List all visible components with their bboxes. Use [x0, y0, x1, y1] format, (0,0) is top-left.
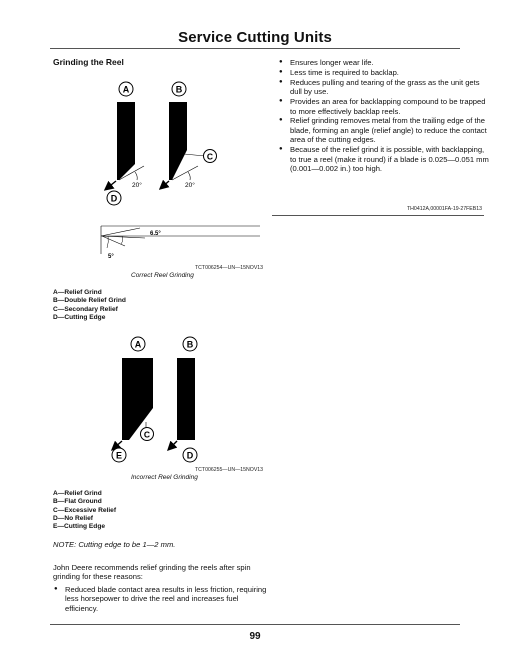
figure1-caption: Correct Reel Grinding	[131, 272, 194, 279]
label-e: E	[115, 450, 123, 461]
angle-left: 20°	[132, 182, 142, 189]
label-a: A	[122, 84, 130, 95]
legend-item: A—Relief Grind	[53, 490, 102, 497]
cutting-edge-arrow-right	[169, 441, 177, 449]
page-title: Service Cutting Units	[178, 29, 332, 46]
label-b: B	[175, 84, 183, 95]
footer-rule	[50, 624, 460, 625]
note: NOTE: Cutting edge to be 1—2 mm.	[53, 540, 176, 549]
list-item: ● Reduced blade contact area results in less friction, requiring less horsepower to drive the reel and increases fuel efficiency.	[53, 585, 268, 613]
label-a-marker	[131, 337, 145, 351]
blade-flat-ground	[177, 358, 195, 440]
label-b-marker	[183, 337, 197, 351]
list-item: ● Ensures longer wear life.	[278, 58, 492, 67]
section-heading: Grinding the Reel	[53, 57, 124, 67]
list-item: ● Provides an area for backlapping compound to be trapped to more effectively backlap reels.	[278, 97, 492, 116]
legend-item: D—Cutting Edge	[53, 313, 106, 321]
label-d: D	[186, 450, 194, 461]
label-c-marker	[141, 428, 154, 441]
list-item: ● Relief grinding removes metal from the trailing edge of the blade, forming an angle (relief angle) to reduce the contact area of the cutting edges.	[278, 116, 492, 144]
figure2-caption: Incorrect Reel Grinding	[131, 474, 198, 481]
cutting-edge-arrow-left	[106, 181, 116, 189]
blade-double-relief-grind	[169, 102, 187, 180]
page-number: 99	[249, 631, 261, 642]
correct-grinding-figure	[80, 72, 240, 212]
left-bullet-list	[53, 585, 268, 614]
legend-item: B—Double Relief Grind	[53, 297, 126, 305]
list-item: ● Reduces pulling and tearing of the grass as the unit gets dull by use.	[278, 78, 492, 97]
cutting-edge-arrow-right	[161, 181, 169, 188]
figure1-legend	[53, 289, 126, 322]
figure2-legend	[53, 490, 116, 531]
label-e-marker	[112, 448, 126, 462]
relief-angle-detail	[100, 214, 265, 264]
list-item: ● Less time is required to backlap.	[278, 68, 492, 77]
label-c: C	[143, 429, 151, 440]
legend-item: C—Secondary Relief	[53, 305, 118, 313]
right-bullet-list	[278, 58, 492, 174]
blade-relief-grind	[117, 102, 135, 180]
title-rule	[50, 48, 460, 49]
angle-right: 20°	[185, 182, 195, 189]
label-d: D	[110, 193, 118, 204]
label-d-marker	[183, 448, 197, 462]
legend-item: D—No Relief	[53, 514, 93, 522]
incorrect-grinding-figure	[90, 334, 230, 466]
legend-item: B—Flat Ground	[53, 498, 102, 506]
detail-angle-bottom: 5°	[108, 254, 114, 260]
detail-angle-top: 6.5°	[150, 231, 161, 237]
legend-item: C—Excessive Relief	[53, 506, 117, 514]
label-a: A	[134, 339, 142, 350]
recommendation-paragraph: John Deere recommends relief grinding the reels after spin grinding for these reasons:	[53, 563, 251, 582]
right-column-rule	[272, 215, 484, 216]
figure2-id: TCT006255—UN—15NOV13	[195, 467, 264, 473]
label-c: C	[206, 151, 214, 162]
label-a-marker	[119, 82, 133, 96]
label-b-marker	[172, 82, 186, 96]
label-c-marker	[204, 150, 217, 163]
label-d-marker	[107, 191, 121, 205]
list-item: ● Because of the relief grind it is possible, with backlapping, to true a reel (make it round) if a blade is 0.025—0.051 mm (0.001—0.002 in.) too high.	[278, 145, 492, 173]
reference-code: TH0412A,00001FA-19-27FEB13	[407, 206, 482, 212]
label-b: B	[186, 339, 194, 350]
legend-item: A—Relief Grind	[53, 289, 102, 296]
figure1-id: TCT006254—UN—15NOV13	[195, 265, 264, 271]
legend-item: E—Cutting Edge	[53, 523, 106, 531]
